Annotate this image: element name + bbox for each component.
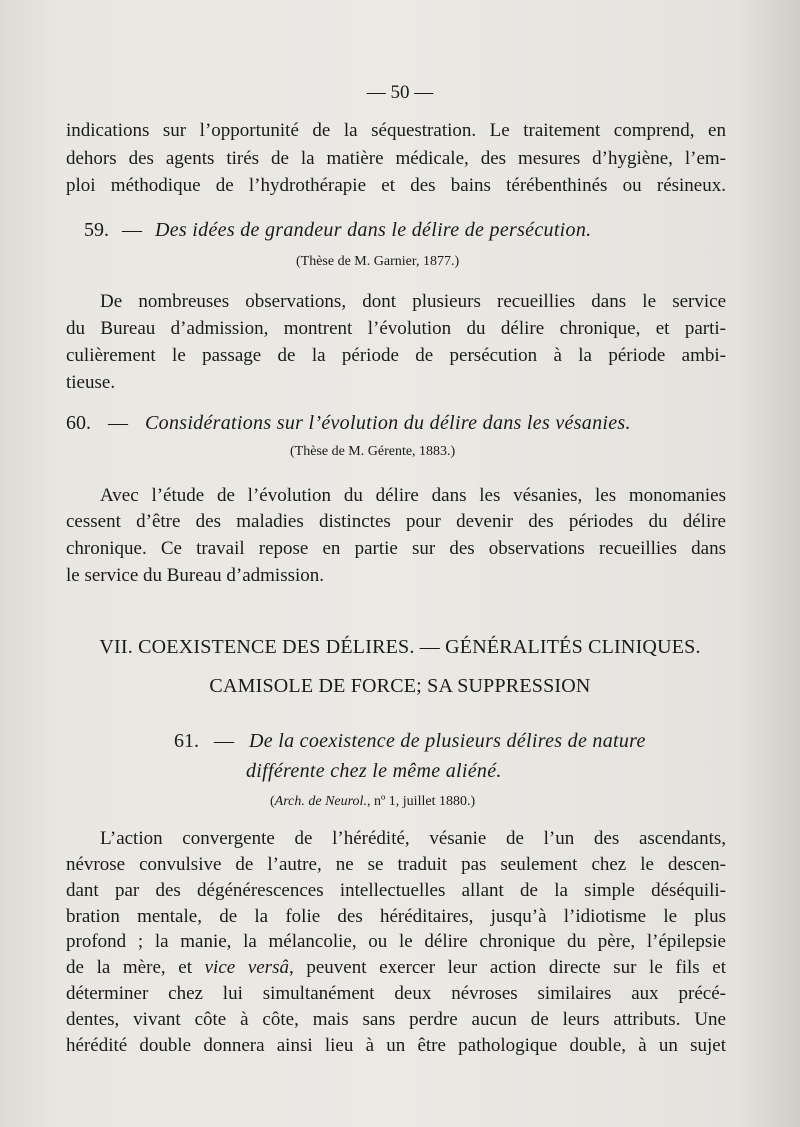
section-title-line-2: CAMISOLE DE FORCE; SA SUPPRESSION: [209, 675, 591, 697]
article-60-line-2: cessent d’être des maladies distinctes pour devenir des périodes du délire: [66, 511, 726, 532]
article-61-line-8: dentes, vivant côte à côte, mais sans perdre aucun de leurs attributs. Une: [66, 1009, 726, 1030]
article-61-citation-open: (: [270, 794, 275, 809]
article-61-dash: —: [214, 730, 234, 752]
article-61-title-line-2: différente chez le même aliéné.: [246, 760, 502, 782]
article-61-line-2: névrose convulsive de l’autre, ne se traduit pas seulement chez le descen-: [66, 854, 726, 875]
article-59-citation: (Thèse de M. Garnier, 1877.): [296, 254, 460, 269]
article-59-line-2: du Bureau d’admission, montrent l’évolution du délire chronique, et parti-: [66, 318, 726, 339]
article-61-citation: [270, 794, 475, 810]
article-60-title: Considérations sur l’évolution du délire dans les vésanies.: [145, 412, 631, 434]
article-60-line-1: Avec l’étude de l’évolution du délire dans les vésanies, les monomanies: [100, 485, 726, 506]
intro-line-3: ploi méthodique de l’hydrothérapie et des bains térébenthinés ou résineux.: [66, 175, 726, 196]
article-59-number: 59.: [84, 219, 109, 241]
article-61-citation-journal: Arch. de Neurol.: [274, 794, 367, 809]
article-60-line-4: le service du Bureau d’admission.: [66, 565, 325, 586]
article-61-line-9: hérédité double donnera ainsi lieu à un être pathologique double, à un sujet: [66, 1035, 726, 1056]
article-61-citation-rest: , nº 1, juillet 1880.): [366, 794, 476, 809]
article-59-line-4: tieuse.: [66, 372, 116, 393]
article-60-number: 60.: [66, 412, 91, 434]
article-61-line-5: profond ; la manie, la mélancolie, ou le délire chronique du père, l’épilepsie: [66, 931, 726, 952]
article-60-dash: —: [108, 412, 128, 434]
article-61-heading: [174, 730, 646, 753]
article-61-line-7: déterminer chez lui simultanément deux névroses similaires aux précé-: [66, 983, 726, 1004]
article-61-line-6: [66, 955, 726, 980]
article-59-dash: —: [122, 219, 142, 241]
article-61-title-line-2-row: [246, 760, 502, 783]
article-61-line-6-start: de la mère, et: [66, 957, 205, 978]
article-59-line-1: De nombreuses observations, dont plusieurs recueillies dans le service: [100, 291, 726, 312]
article-59-title: Des idées de grandeur dans le délire de persécution.: [155, 219, 592, 241]
article-61-line-6-end: , peuvent exercer leur action directe sur le fils et: [288, 957, 727, 978]
article-59-line-3: culièrement le passage de la période de persécution à la période ambi-: [66, 345, 726, 366]
article-61-title-line-1: De la coexistence de plusieurs délires de nature: [249, 730, 646, 752]
intro-line-1: indications sur l’opportunité de la séquestration. Le traitement comprend, en: [66, 120, 726, 141]
intro-line-2: dehors des agents tirés de la matière médicale, des mesures d’hygiène, l’em-: [66, 148, 726, 169]
article-61-line-3: dant par des dégénérescences intellectuelles allant de la simple déséquili-: [66, 880, 726, 901]
article-60-citation: (Thèse de M. Gérente, 1883.): [290, 444, 456, 459]
article-61-number: 61.: [174, 730, 199, 752]
page-number: — 50 —: [366, 82, 434, 103]
article-61-line-1: L’action convergente de l’hérédité, vésanie de l’un des ascendants,: [100, 828, 726, 849]
section-title-line-1: VII. COEXISTENCE DES DÉLIRES. — GÉNÉRALITÉS CLINIQUES.: [99, 636, 701, 658]
article-60-heading: [66, 412, 631, 435]
article-61-line-4: bration mentale, de la folie des héréditaires, jusqu’à l’idiotisme le plus: [66, 906, 726, 927]
article-61-vice-versa: vice versâ: [204, 957, 289, 978]
article-59-heading: [84, 219, 591, 242]
article-60-line-3: chronique. Ce travail repose en partie sur des observations recueillies dans: [66, 538, 726, 559]
